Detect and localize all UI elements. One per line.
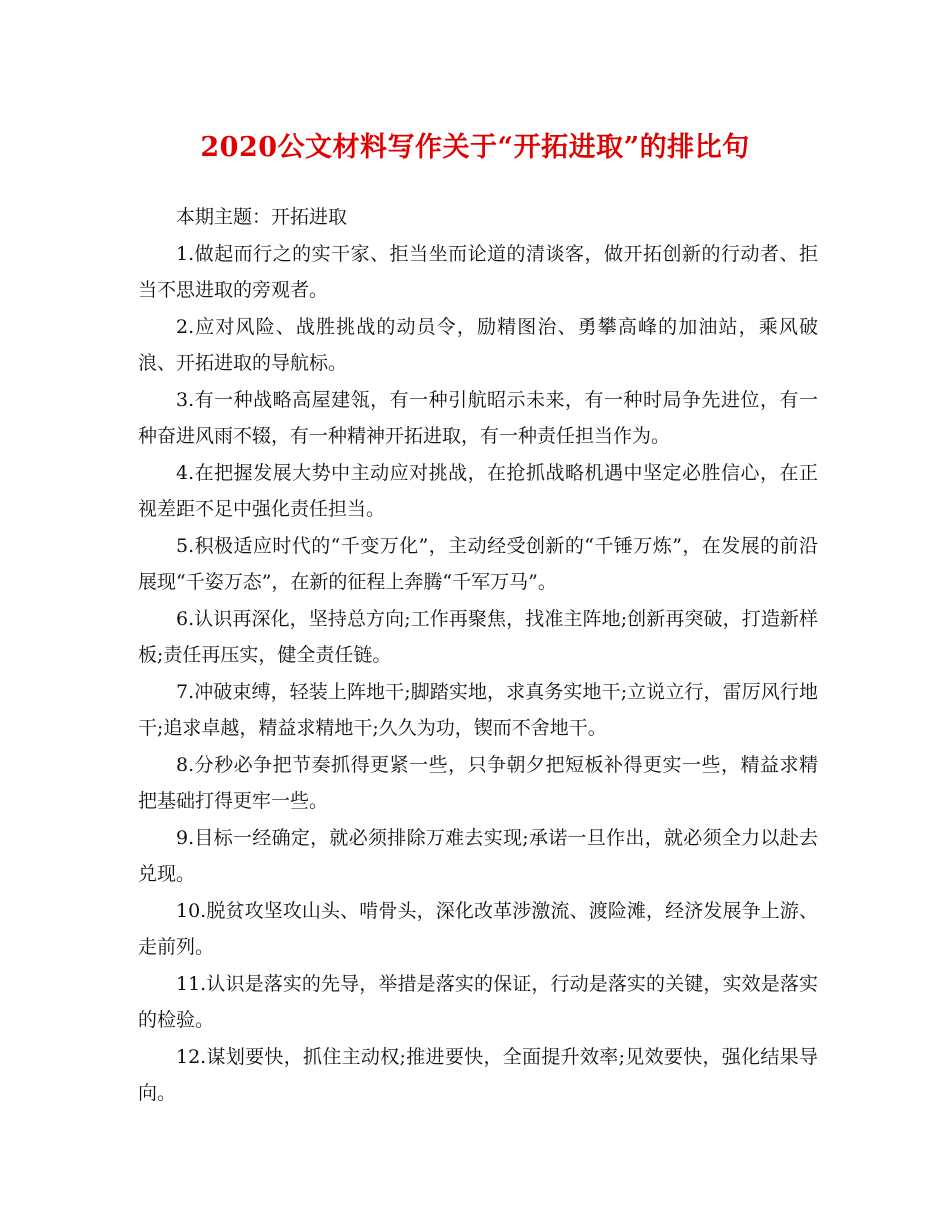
document-title: 2020公文材料写作关于“开拓进取”的排比句 <box>200 132 750 163</box>
paragraph-3: 3.有一种战略高屋建瓴，有一种引航昭示未来，有一种时局争先进位，有一种奋进风雨不辍，有一种精神开拓进取，有一种责任担当作为。 <box>138 388 818 447</box>
document-body <box>138 199 818 1112</box>
paragraph-1: 1.做起而行之的实干家、拒当坐而论道的清谈客，做开拓创新的行动者、拒当不思进取的旁观者。 <box>138 242 818 301</box>
paragraph-4: 4.在把握发展大势中主动应对挑战，在抢抓战略机遇中坚定必胜信心，在正视差距不足中强化责任担当。 <box>138 461 818 520</box>
paragraph-12: 12.谋划要快，抓住主动权;推进要快，全面提升效率;见效要快，强化结果导向。 <box>138 1045 818 1104</box>
paragraph-8: 8.分秒必争把节奏抓得更紧一些，只争朝夕把短板补得更实一些，精益求精把基础打得更牢一些。 <box>138 753 818 812</box>
topic-line: 本期主题：开拓进取 <box>176 206 348 228</box>
paragraph-10: 10.脱贫攻坚攻山头、啃骨头，深化改革涉激流、渡险滩，经济发展争上游、走前列。 <box>138 899 818 958</box>
paragraph-11: 11.认识是落实的先导，举措是落实的保证，行动是落实的关键，实效是落实的检验。 <box>138 972 818 1031</box>
paragraph-5: 5.积极适应时代的“千变万化”，主动经受创新的“千锤万炼”，在发展的前沿展现“千姿万态”，在新的征程上奔腾“千军万马”。 <box>138 534 818 593</box>
paragraph-9: 9.目标一经确定，就必须排除万难去实现;承诺一旦作出，就必须全力以赴去兑现。 <box>138 826 818 885</box>
paragraph-6: 6.认识再深化，坚持总方向;工作再聚焦，找准主阵地;创新再突破，打造新样板;责任再压实，健全责任链。 <box>138 607 818 666</box>
paragraph-2: 2.应对风险、战胜挑战的动员令，励精图治、勇攀高峰的加油站，乘风破浪、开拓进取的导航标。 <box>138 315 818 374</box>
paragraph-7: 7.冲破束缚，轻装上阵地干;脚踏实地，求真务实地干;立说立行，雷厉风行地干;追求卓越，精益求精地干;久久为功，锲而不舍地干。 <box>138 680 818 739</box>
